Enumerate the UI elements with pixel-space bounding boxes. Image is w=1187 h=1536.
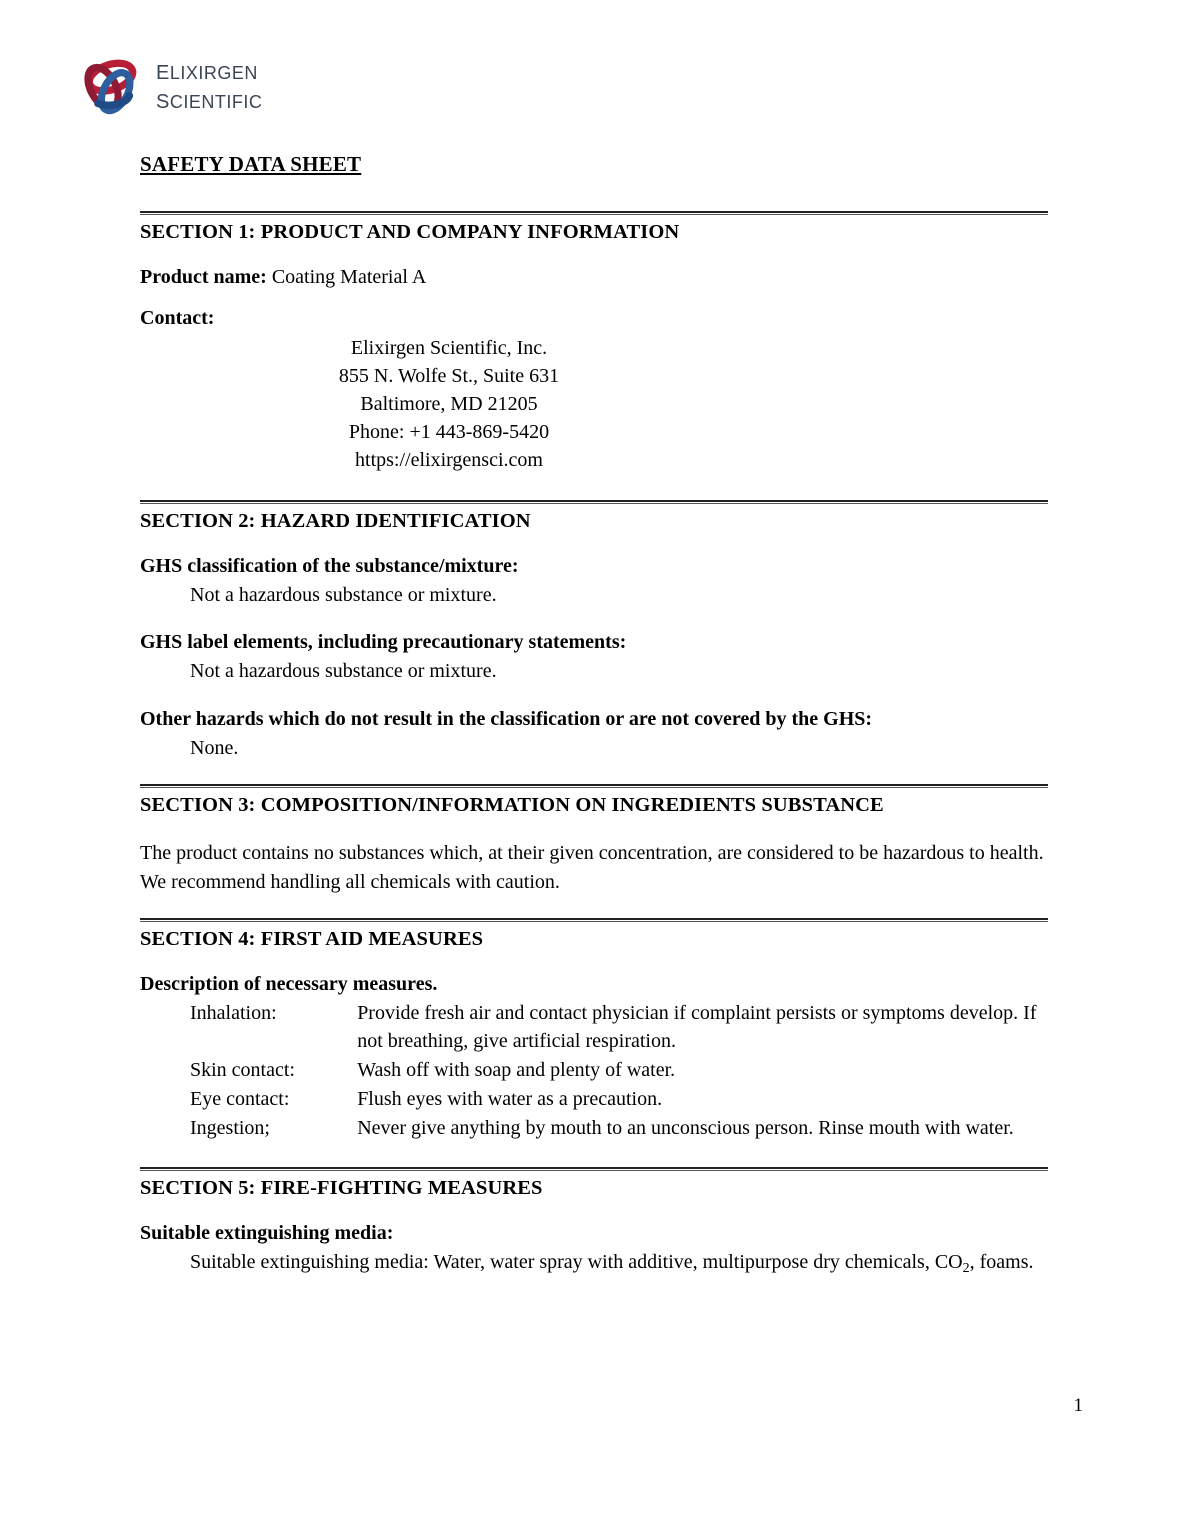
measure-term-eye-contact: Eye contact: <box>190 1087 290 1110</box>
ghs-classification-value: Not a hazardous substance or mixture. <box>190 584 497 606</box>
measure-description-inhalation: Provide fresh air and contact physician if complaint persists or symptoms develop. If not breathing, give artificial respiration. <box>357 1001 1037 1052</box>
logo-wordmark <box>156 56 262 114</box>
ghs-label-elements-label: GHS label elements, including precautionary statements: <box>140 631 627 654</box>
measure-term-skin-contact: Skin contact: <box>190 1058 295 1081</box>
document-title: SAFETY DATA SHEET <box>140 152 362 176</box>
measure-term-ingestion: Ingestion; <box>190 1116 270 1139</box>
page-number: 1 <box>1073 1395 1083 1416</box>
contact-block <box>140 334 1048 474</box>
product-name-value: Coating Material A <box>271 266 427 288</box>
co2-subscript: 2 <box>962 1260 970 1276</box>
section-divider <box>140 211 1048 215</box>
measure-description-ingestion: Never give anything by mouth to an unconscious person. Rinse mouth with water. <box>357 1116 1014 1139</box>
contact-line-website[interactable]: https://elixirgensci.com <box>355 449 543 471</box>
extinguishing-media-text-part1: Suitable extinguishing media: Water, water spray with additive, multipurpose dry chemicals, CO <box>190 1250 963 1273</box>
other-hazards-label: Other hazards which do not result in the classification or are not covered by the GHS: <box>140 707 873 730</box>
ghs-label-elements-value: Not a hazardous substance or mixture. <box>190 660 497 683</box>
section-2-heading: SECTION 2: HAZARD IDENTIFICATION <box>140 510 531 532</box>
contact-label: Contact: <box>140 307 215 329</box>
extinguishing-media-text-part2: , foams. <box>969 1250 1034 1273</box>
measure-term-inhalation: Inhalation: <box>190 1001 277 1024</box>
measure-description-skin-contact: Wash off with soap and plenty of water. <box>357 1058 676 1081</box>
section-divider <box>140 1167 1048 1171</box>
section-4-subheading: Description of necessary measures. <box>140 972 438 995</box>
table-row <box>190 1114 1048 1143</box>
section-5-heading: SECTION 5: FIRE-FIGHTING MEASURES <box>140 1176 543 1199</box>
table-row <box>190 999 1048 1056</box>
contact-line-company: Elixirgen Scientific, Inc. <box>350 337 548 359</box>
contact-line-city: Baltimore, MD 21205 <box>360 393 538 415</box>
section-divider <box>140 500 1048 504</box>
table-row <box>190 1056 1048 1085</box>
first-aid-measures-table <box>190 999 1048 1143</box>
elixirgen-logo-icon <box>78 52 144 118</box>
product-name-label: Product name: <box>140 266 267 288</box>
ghs-classification-label: GHS classification of the substance/mixture: <box>140 555 519 577</box>
logo-wordmark-line1: elixirgen <box>156 54 258 86</box>
section-5-subheading: Suitable extinguishing media: <box>140 1221 394 1244</box>
company-logo <box>78 52 262 118</box>
measure-description-eye-contact: Flush eyes with water as a precaution. <box>357 1087 663 1110</box>
section-4-heading: SECTION 4: FIRST AID MEASURES <box>140 927 484 950</box>
section-divider <box>140 784 1048 788</box>
other-hazards-value: None. <box>190 736 239 759</box>
product-name-row <box>140 266 1048 289</box>
section-5-body <box>190 1248 1048 1279</box>
contact-line-phone: Phone: +1 443-869-5420 <box>348 421 550 443</box>
section-1-heading: SECTION 1: PRODUCT AND COMPANY INFORMATION <box>140 221 680 243</box>
section-3-body: The product contains no substances which, at their given concentration, are considered to be hazardous to health. We recommend handling all chemicals with caution. <box>140 842 1044 893</box>
logo-wordmark-line2: scientific <box>156 83 263 115</box>
section-divider <box>140 918 1048 922</box>
document-body <box>140 152 1048 1279</box>
section-3-heading: SECTION 3: COMPOSITION/INFORMATION ON INGREDIENTS SUBSTANCE <box>140 794 884 817</box>
table-row <box>190 1085 1048 1114</box>
contact-line-street: 855 N. Wolfe St., Suite 631 <box>338 365 560 387</box>
